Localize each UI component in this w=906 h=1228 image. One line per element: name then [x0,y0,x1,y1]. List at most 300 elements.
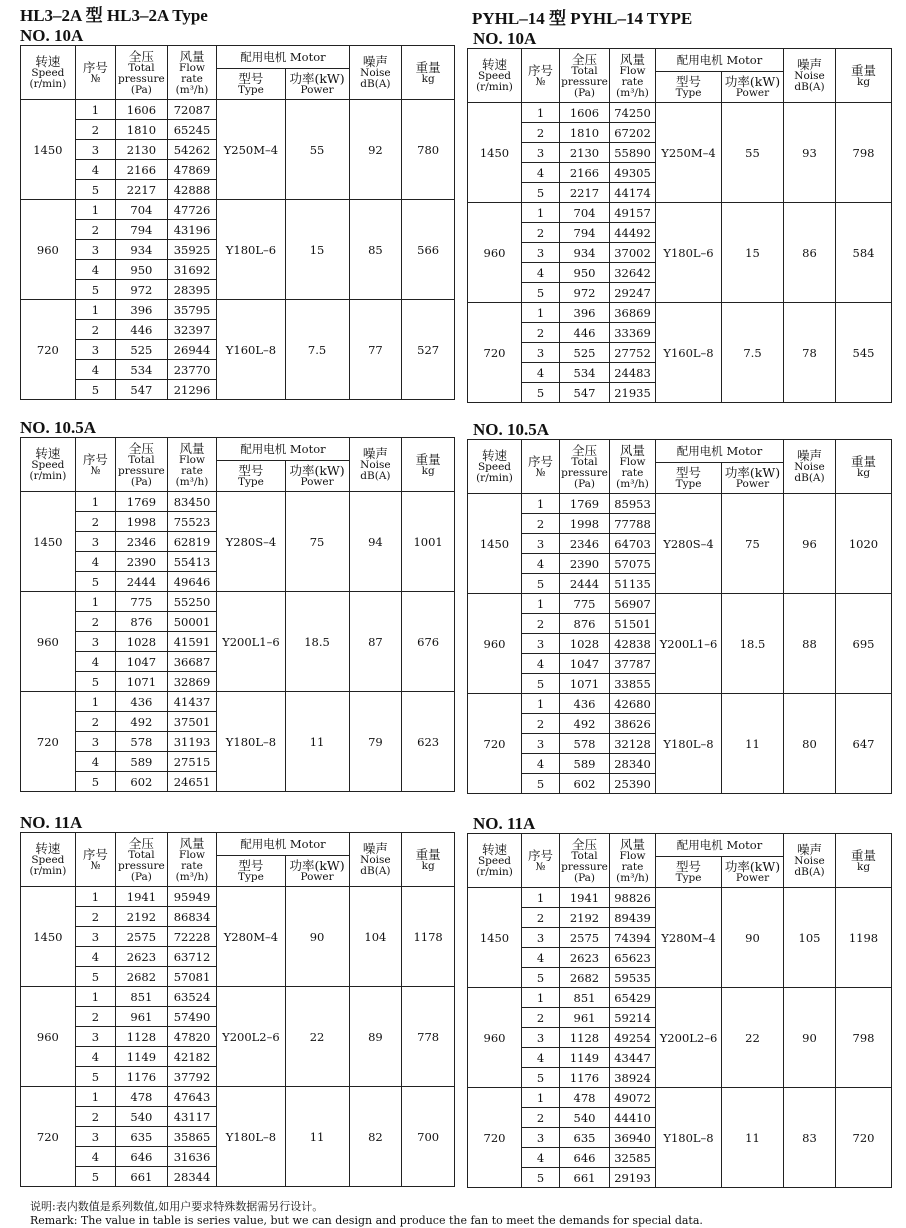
seq-cell: 5 [75,1067,115,1087]
pressure-cell: 2192 [560,908,610,928]
seq-cell: 4 [75,360,115,380]
weight-header-line-0: 重量 [415,451,441,467]
weight-header-line-1: kg [856,860,871,873]
power-header-line-1: Power [300,84,334,96]
pressure-cell: 1941 [560,888,610,908]
seq-cell: 5 [522,1168,560,1188]
flow-header [610,49,656,103]
weight-header [402,46,455,100]
seq-cell: 2 [522,714,560,734]
flow-cell: 50001 [167,612,217,632]
type-header-line-1: Type [675,872,702,884]
noise-cell: 93 [784,103,836,203]
seq-cell: 2 [75,320,115,340]
noise-cell: 79 [349,692,402,792]
pressure-cell: 2444 [560,574,610,594]
noise-cell: 96 [784,494,836,594]
pressure-cell: 950 [116,260,168,280]
flow-cell: 85953 [610,494,656,514]
pressure-cell: 851 [116,987,168,1007]
pressure-header-line-2: pressure [118,464,165,477]
flow-cell: 37002 [610,243,656,263]
seq-cell: 4 [75,552,115,572]
flow-cell: 59535 [610,968,656,988]
speed-header-line-0: 转速 [35,54,61,69]
flow-cell: 98826 [610,888,656,908]
seq-cell: 5 [522,183,560,203]
no-header-line-1: № [535,466,546,479]
seq-cell: 1 [522,303,560,323]
flow-cell: 47869 [167,160,217,180]
left-sec0-table [20,45,455,400]
table-row [468,594,892,614]
flow-cell: 36869 [610,303,656,323]
seq-cell: 4 [75,1147,115,1167]
flow-header-line-0: 风量 [179,835,205,851]
seq-cell: 3 [75,732,115,752]
flow-header-line-2: rate [621,860,644,873]
flow-header-line-2: rate [621,75,644,88]
speed-cell: 960 [21,200,76,300]
speed-header-line-1: Speed [31,854,65,866]
seq-cell: 4 [522,263,560,283]
weight-cell: 798 [836,988,892,1088]
pressure-cell: 635 [116,1127,168,1147]
power-header [722,72,784,103]
weight-header [836,440,892,494]
seq-cell: 1 [75,887,115,907]
left-title: HL3–2A 型 HL3–2A Type [20,6,208,25]
speed-cell: 1450 [468,494,522,594]
pressure-cell: 661 [116,1167,168,1187]
table-row [468,1088,892,1108]
right-title: PYHL–14 型 PYHL–14 TYPE [472,9,693,28]
flow-header-line-1: Flow [619,64,646,77]
pressure-cell: 775 [116,592,168,612]
flow-cell: 43447 [610,1048,656,1068]
model-cell: Y280S–4 [217,492,285,592]
pressure-cell: 1028 [560,634,610,654]
noise-header [349,438,402,492]
pressure-cell: 1769 [560,494,610,514]
pressure-header-line-1: Total [571,64,598,77]
flow-header-line-0: 风量 [619,51,645,67]
flow-cell: 54262 [167,140,217,160]
seq-cell: 3 [522,243,560,263]
power-header-line-1: Power [735,872,770,884]
motor-header: 配用电机 Motor [656,834,784,857]
motor-header: 配用电机 Motor [217,46,349,69]
flow-cell: 89439 [610,908,656,928]
power-header [285,461,349,492]
seq-cell: 3 [522,1028,560,1048]
right-sec2-number: NO. 11A [473,814,536,833]
pressure-cell: 1941 [116,887,168,907]
speed-header-line-2: (r/min) [29,470,67,482]
noise-header-line-1: Noise [360,459,391,471]
flow-cell: 38924 [610,1068,656,1088]
power-header-line-1: Power [300,871,334,883]
speed-header-line-1: Speed [31,67,65,79]
flow-cell: 24651 [167,772,217,792]
left-sec-2 [20,814,455,1187]
seq-cell: 4 [75,160,115,180]
pressure-cell: 525 [116,340,168,360]
right-sec-2 [467,815,891,1188]
seq-cell: 5 [75,180,115,200]
speed-cell: 720 [468,303,522,403]
pressure-header-line-0: 全压 [571,51,597,67]
speed-cell: 960 [468,203,522,303]
flow-cell: 27752 [610,343,656,363]
power-header-line-0: 功率(kW) [289,463,345,478]
model-cell: Y200L2–6 [656,988,722,1088]
speed-header [468,440,522,494]
pressure-cell: 492 [560,714,610,734]
pressure-header-line-0: 全压 [571,836,597,852]
flow-cell: 37787 [610,654,656,674]
seq-cell: 4 [522,654,560,674]
seq-cell: 4 [75,1047,115,1067]
pressure-cell: 1047 [560,654,610,674]
model-cell: Y200L2–6 [217,987,285,1087]
power-header-line-1: Power [735,87,770,99]
no-header-line-1: № [535,75,546,88]
power-header [722,463,784,494]
seq-cell: 2 [522,1008,560,1028]
speed-header [468,49,522,103]
flow-cell: 42680 [610,694,656,714]
noise-header-line-0: 噪声 [362,446,388,461]
noise-header-line-1: Noise [794,461,825,473]
pressure-cell: 1769 [116,492,168,512]
model-cell: Y280M–4 [217,887,285,987]
no-header-line-0: 序号 [82,59,108,75]
flow-cell: 63712 [167,947,217,967]
flow-cell: 32128 [610,734,656,754]
noise-header-line-2: dB(A) [794,866,825,878]
noise-header-line-2: dB(A) [794,472,825,484]
power-header-line-0: 功率(kW) [289,71,345,86]
pressure-header-line-2: pressure [561,75,608,88]
noise-cell: 77 [349,300,402,400]
speed-cell: 1450 [468,888,522,988]
flow-header-line-3: (m³/h) [616,477,649,490]
speed-header-line-0: 转速 [481,842,507,857]
noise-cell: 86 [784,203,836,303]
pressure-header-line-3: (Pa) [573,86,596,99]
pressure-cell: 478 [116,1087,168,1107]
noise-header-line-2: dB(A) [360,78,391,90]
seq-cell: 2 [75,220,115,240]
pressure-cell: 540 [116,1107,168,1127]
speed-header-line-1: Speed [477,855,512,867]
weight-header [836,49,892,103]
pressure-cell: 2575 [560,928,610,948]
noise-header-line-2: dB(A) [360,470,391,482]
right-sec-0 [467,30,891,403]
pressure-cell: 446 [560,323,610,343]
power-cell: 22 [285,987,349,1087]
power-cell: 18.5 [285,592,349,692]
weight-header-line-0: 重量 [850,62,876,78]
pressure-cell: 589 [116,752,168,772]
flow-cell: 47820 [167,1027,217,1047]
table-row [468,203,892,223]
speed-cell: 1450 [21,492,76,592]
type-header-line-1: Type [237,476,264,488]
flow-cell: 77788 [610,514,656,534]
no-header-line-1: № [90,464,101,477]
seq-cell: 3 [522,343,560,363]
pressure-header-line-0: 全压 [128,835,154,851]
flow-header-line-3: (m³/h) [175,475,209,488]
noise-cell: 85 [349,200,402,300]
pressure-header-line-3: (Pa) [573,871,596,884]
power-cell: 90 [722,888,784,988]
speed-cell: 960 [468,988,522,1088]
flow-cell: 24483 [610,363,656,383]
no-header-line-0: 序号 [527,62,553,78]
type-header [656,463,722,494]
pressure-cell: 396 [116,300,168,320]
left-sec1-number: NO. 10.5A [20,418,97,437]
pressure-cell: 602 [116,772,168,792]
table-row [468,494,892,514]
noise-cell: 78 [784,303,836,403]
seq-cell: 3 [522,634,560,654]
power-cell: 7.5 [722,303,784,403]
pressure-cell: 2390 [116,552,168,572]
pressure-header-line-1: Total [128,61,155,74]
flow-cell: 49305 [610,163,656,183]
seq-cell: 4 [75,260,115,280]
pressure-header [116,833,168,887]
seq-cell: 3 [75,240,115,260]
pressure-cell: 646 [560,1148,610,1168]
seq-cell: 3 [522,143,560,163]
speed-cell: 720 [21,1087,76,1187]
motor-header: 配用电机 Motor [656,49,784,72]
flow-header [167,833,217,887]
weight-cell: 676 [402,592,455,692]
type-header-line-0: 型号 [675,74,701,89]
weight-header-line-1: kg [421,464,435,477]
right-sec0-number: NO. 10A [473,29,537,48]
pressure-cell: 1128 [116,1027,168,1047]
pressure-cell: 547 [560,383,610,403]
seq-cell: 2 [522,223,560,243]
pressure-cell: 1128 [560,1028,610,1048]
flow-cell: 21296 [167,380,217,400]
power-cell: 90 [285,887,349,987]
remark [30,1200,703,1228]
weight-cell: 780 [402,100,455,200]
seq-cell: 5 [522,774,560,794]
table-row [21,692,455,712]
seq-cell: 5 [75,772,115,792]
seq-cell: 5 [75,280,115,300]
noise-cell: 105 [784,888,836,988]
speed-header-line-0: 转速 [35,446,61,461]
flow-cell: 49072 [610,1088,656,1108]
seq-cell: 3 [75,1127,115,1147]
seq-cell: 1 [75,100,115,120]
power-header [285,69,349,100]
speed-header-line-2: (r/min) [29,865,67,877]
pressure-header [116,438,168,492]
seq-cell: 1 [75,592,115,612]
noise-header-line-1: Noise [794,855,825,867]
pressure-cell: 2346 [560,534,610,554]
pressure-cell: 602 [560,774,610,794]
weight-header-line-0: 重量 [850,453,876,469]
pressure-cell: 1606 [560,103,610,123]
pressure-cell: 1071 [116,672,168,692]
pressure-cell: 851 [560,988,610,1008]
seq-cell: 1 [522,888,560,908]
noise-header-line-2: dB(A) [794,81,825,93]
pressure-header-line-0: 全压 [571,442,597,458]
seq-cell: 3 [522,734,560,754]
pressure-cell: 534 [116,360,168,380]
power-cell: 11 [285,1087,349,1187]
model-cell: Y200L1–6 [656,594,722,694]
seq-cell: 4 [522,1048,560,1068]
pressure-header-line-3: (Pa) [130,83,152,96]
seq-cell: 4 [522,948,560,968]
model-cell: Y280M–4 [656,888,722,988]
flow-cell: 35795 [167,300,217,320]
flow-cell: 37501 [167,712,217,732]
seq-cell: 1 [75,492,115,512]
table-row [21,300,455,320]
pressure-cell: 2623 [116,947,168,967]
flow-header-line-2: rate [181,464,203,477]
no-header [75,46,115,100]
pressure-cell: 1176 [116,1067,168,1087]
flow-cell: 29193 [610,1168,656,1188]
pressure-cell: 876 [560,614,610,634]
power-cell: 11 [722,694,784,794]
seq-cell: 2 [75,907,115,927]
pressure-cell: 578 [560,734,610,754]
pressure-cell: 2130 [116,140,168,160]
flow-cell: 27515 [167,752,217,772]
flow-header-line-2: rate [181,859,203,872]
speed-cell: 1450 [21,100,76,200]
weight-cell: 545 [836,303,892,403]
flow-cell: 28395 [167,280,217,300]
noise-header-line-0: 噪声 [362,841,388,856]
pressure-cell: 492 [116,712,168,732]
seq-cell: 1 [75,200,115,220]
pressure-cell: 2623 [560,948,610,968]
seq-cell: 1 [522,694,560,714]
type-header-line-0: 型号 [675,859,701,874]
pressure-cell: 1606 [116,100,168,120]
flow-cell: 47643 [167,1087,217,1107]
seq-cell: 5 [75,1167,115,1187]
table-row [21,200,455,220]
pressure-cell: 396 [560,303,610,323]
noise-cell: 90 [784,988,836,1088]
pressure-header-line-2: pressure [118,859,165,872]
type-header [656,72,722,103]
speed-cell: 960 [21,987,76,1087]
no-header-line-0: 序号 [82,846,108,862]
seq-cell: 3 [75,1027,115,1047]
flow-cell: 47726 [167,200,217,220]
flow-header-line-1: Flow [619,455,646,468]
speed-header-line-2: (r/min) [476,472,513,484]
speed-header [21,438,76,492]
pressure-cell: 794 [560,223,610,243]
seq-cell: 2 [75,120,115,140]
speed-cell: 1450 [21,887,76,987]
noise-cell: 88 [784,594,836,694]
seq-cell: 1 [75,300,115,320]
flow-cell: 74394 [610,928,656,948]
pressure-cell: 2192 [116,907,168,927]
noise-header-line-0: 噪声 [362,54,388,69]
table-row [468,303,892,323]
pressure-header-line-0: 全压 [128,440,154,456]
right-sec1-number: NO. 10.5A [473,420,550,439]
pressure-cell: 2130 [560,143,610,163]
seq-cell: 2 [75,612,115,632]
seq-cell: 5 [522,1068,560,1088]
seq-cell: 4 [522,754,560,774]
weight-header-line-1: kg [856,466,871,479]
speed-cell: 720 [21,692,76,792]
seq-cell: 2 [522,1108,560,1128]
noise-cell: 87 [349,592,402,692]
no-header-line-1: № [90,72,101,85]
weight-header-line-1: kg [421,859,435,872]
pressure-header-line-1: Total [128,848,155,861]
speed-cell: 960 [468,594,522,694]
power-cell: 22 [722,988,784,1088]
pressure-cell: 2217 [560,183,610,203]
seq-cell: 1 [522,203,560,223]
noise-header-line-1: Noise [360,67,391,79]
noise-header [784,440,836,494]
weight-cell: 584 [836,203,892,303]
pressure-cell: 1998 [116,512,168,532]
weight-cell: 1178 [402,887,455,987]
flow-cell: 51135 [610,574,656,594]
pressure-cell: 478 [560,1088,610,1108]
seq-cell: 2 [75,712,115,732]
left-sec1-table [20,437,455,792]
seq-cell: 3 [522,928,560,948]
seq-cell: 1 [75,1087,115,1107]
noise-header-line-0: 噪声 [796,448,822,463]
pressure-cell: 1998 [560,514,610,534]
seq-cell: 1 [75,987,115,1007]
weight-cell: 566 [402,200,455,300]
pressure-cell: 972 [116,280,168,300]
seq-cell: 5 [75,572,115,592]
flow-header-line-0: 风量 [179,440,205,456]
flow-header-line-3: (m³/h) [616,871,649,884]
flow-cell: 72228 [167,927,217,947]
weight-cell: 695 [836,594,892,694]
seq-cell: 5 [522,383,560,403]
pressure-cell: 646 [116,1147,168,1167]
flow-header [167,438,217,492]
